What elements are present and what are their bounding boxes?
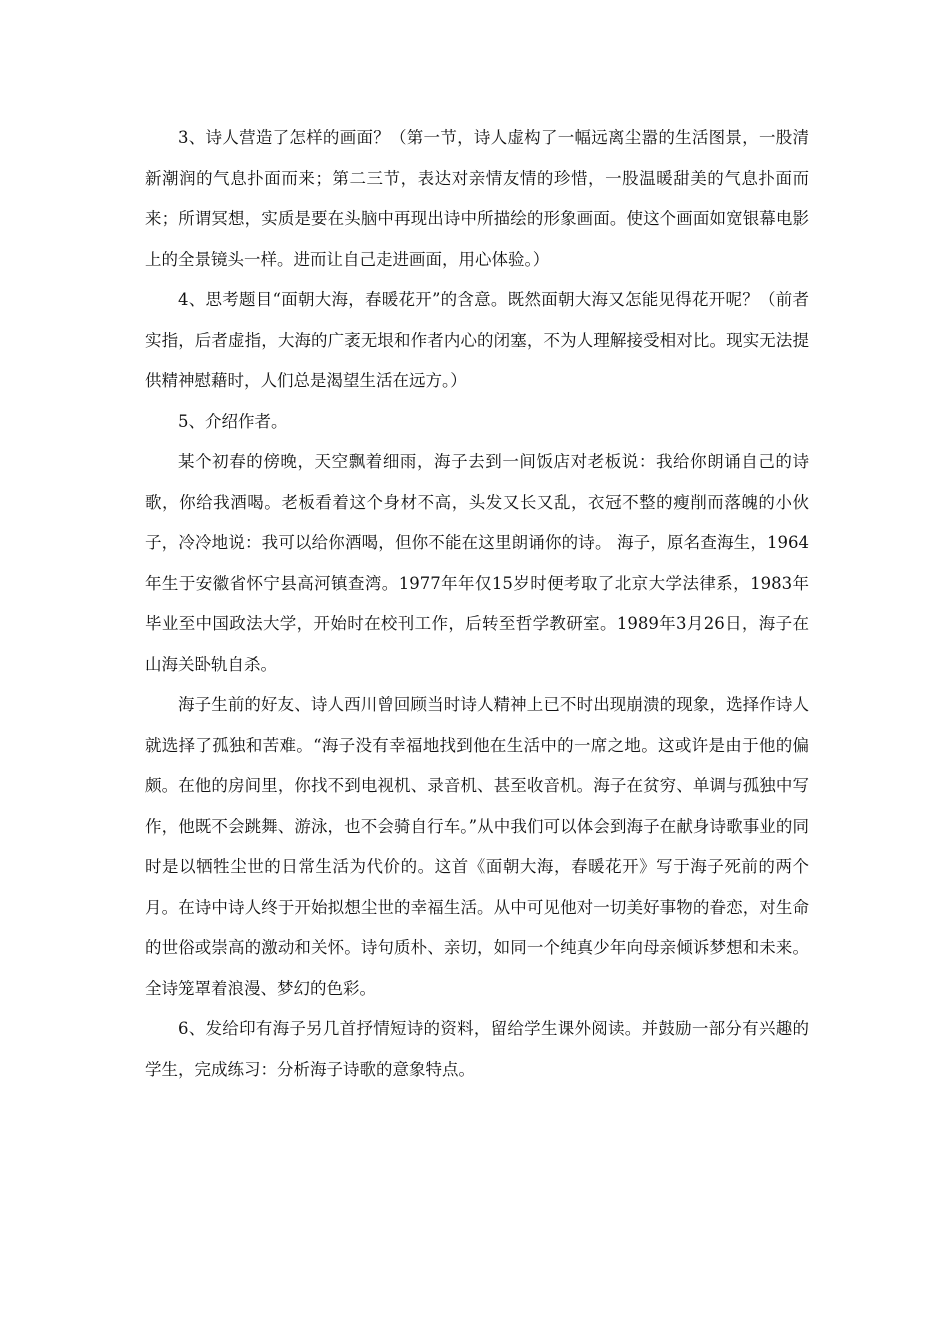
paragraph-question-3: 3、诗人营造了怎样的画面？（第一节，诗人虚构了一幅远离尘嚣的生活图景，一股清新潮润的气息扑面而来；第二三节，表达对亲情友情的珍惜，一股温暖甜美的气息扑面而来；所谓冥想，实质是要在头脑中再现出诗中所描绘的形象画面。使这个画面如宽银幕电影上的全景镜头一样。进而让自己走进画面，用心体验。）	[145, 128, 809, 269]
paragraph-author-anecdote: 某个初春的傍晚，天空飘着细雨，海子去到一间饭店对老板说：我给你朗诵自己的诗歌，你给我酒喝。老板看着这个身材不高，头发又长又乱，衣冠不整的瘦削而落魄的小伙子，冷冷地说：我可以给你酒喝，但你不能在这里朗诵你的诗。 海子，原名查海生，1964年生于安徽省怀宁县高河镇查湾。1977年年仅15岁时便考取了北京大学法律系，1983年毕业至中国政法大学，开始时在校刊工作，后转至哲学教研室。1989年3月26日，海子在山海关卧轨自杀。	[145, 452, 809, 674]
paragraph-item-6: 6、发给印有海子另几首抒情短诗的资料，留给学生课外阅读。并鼓励一部分有兴趣的学生，完成练习：分析海子诗歌的意象特点。	[145, 1019, 809, 1079]
paragraph-item-5-heading: 5、介绍作者。	[178, 411, 288, 431]
document-body	[145, 118, 809, 1090]
paragraph-question-4: 4、思考题目“面朝大海，春暖花开”的含意。既然面朝大海又怎能见得花开呢？（前者实指，后者虚指，大海的广袤无垠和作者内心的闭塞，不为人理解接受相对比。现实无法提供精神慰藉时，人们总是渴望生活在远方。）	[145, 290, 809, 390]
paragraph-author-commentary: 海子生前的好友、诗人西川曾回顾当时诗人精神上已不时出现崩溃的现象，选择作诗人就选择了孤独和苦难。“海子没有幸福地找到他在生活中的一席之地。这或许是由于他的偏颇。在他的房间里，你找不到电视机、录音机、甚至收音机。海子在贫穷、单调与孤独中写作，他既不会跳舞、游泳，也不会骑自行车。”从中我们可以体会到海子在献身诗歌事业的同时是以牺牲尘世的日常生活为代价的。这首《面朝大海，春暖花开》写于海子死前的两个月。在诗中诗人终于开始拟想尘世的幸福生活。从中可见他对一切美好事物的眷恋，对生命的世俗或崇高的激动和关怀。诗句质朴、亲切，如同一个纯真少年向母亲倾诉梦想和未来。全诗笼罩着浪漫、梦幻的色彩。	[145, 695, 809, 998]
